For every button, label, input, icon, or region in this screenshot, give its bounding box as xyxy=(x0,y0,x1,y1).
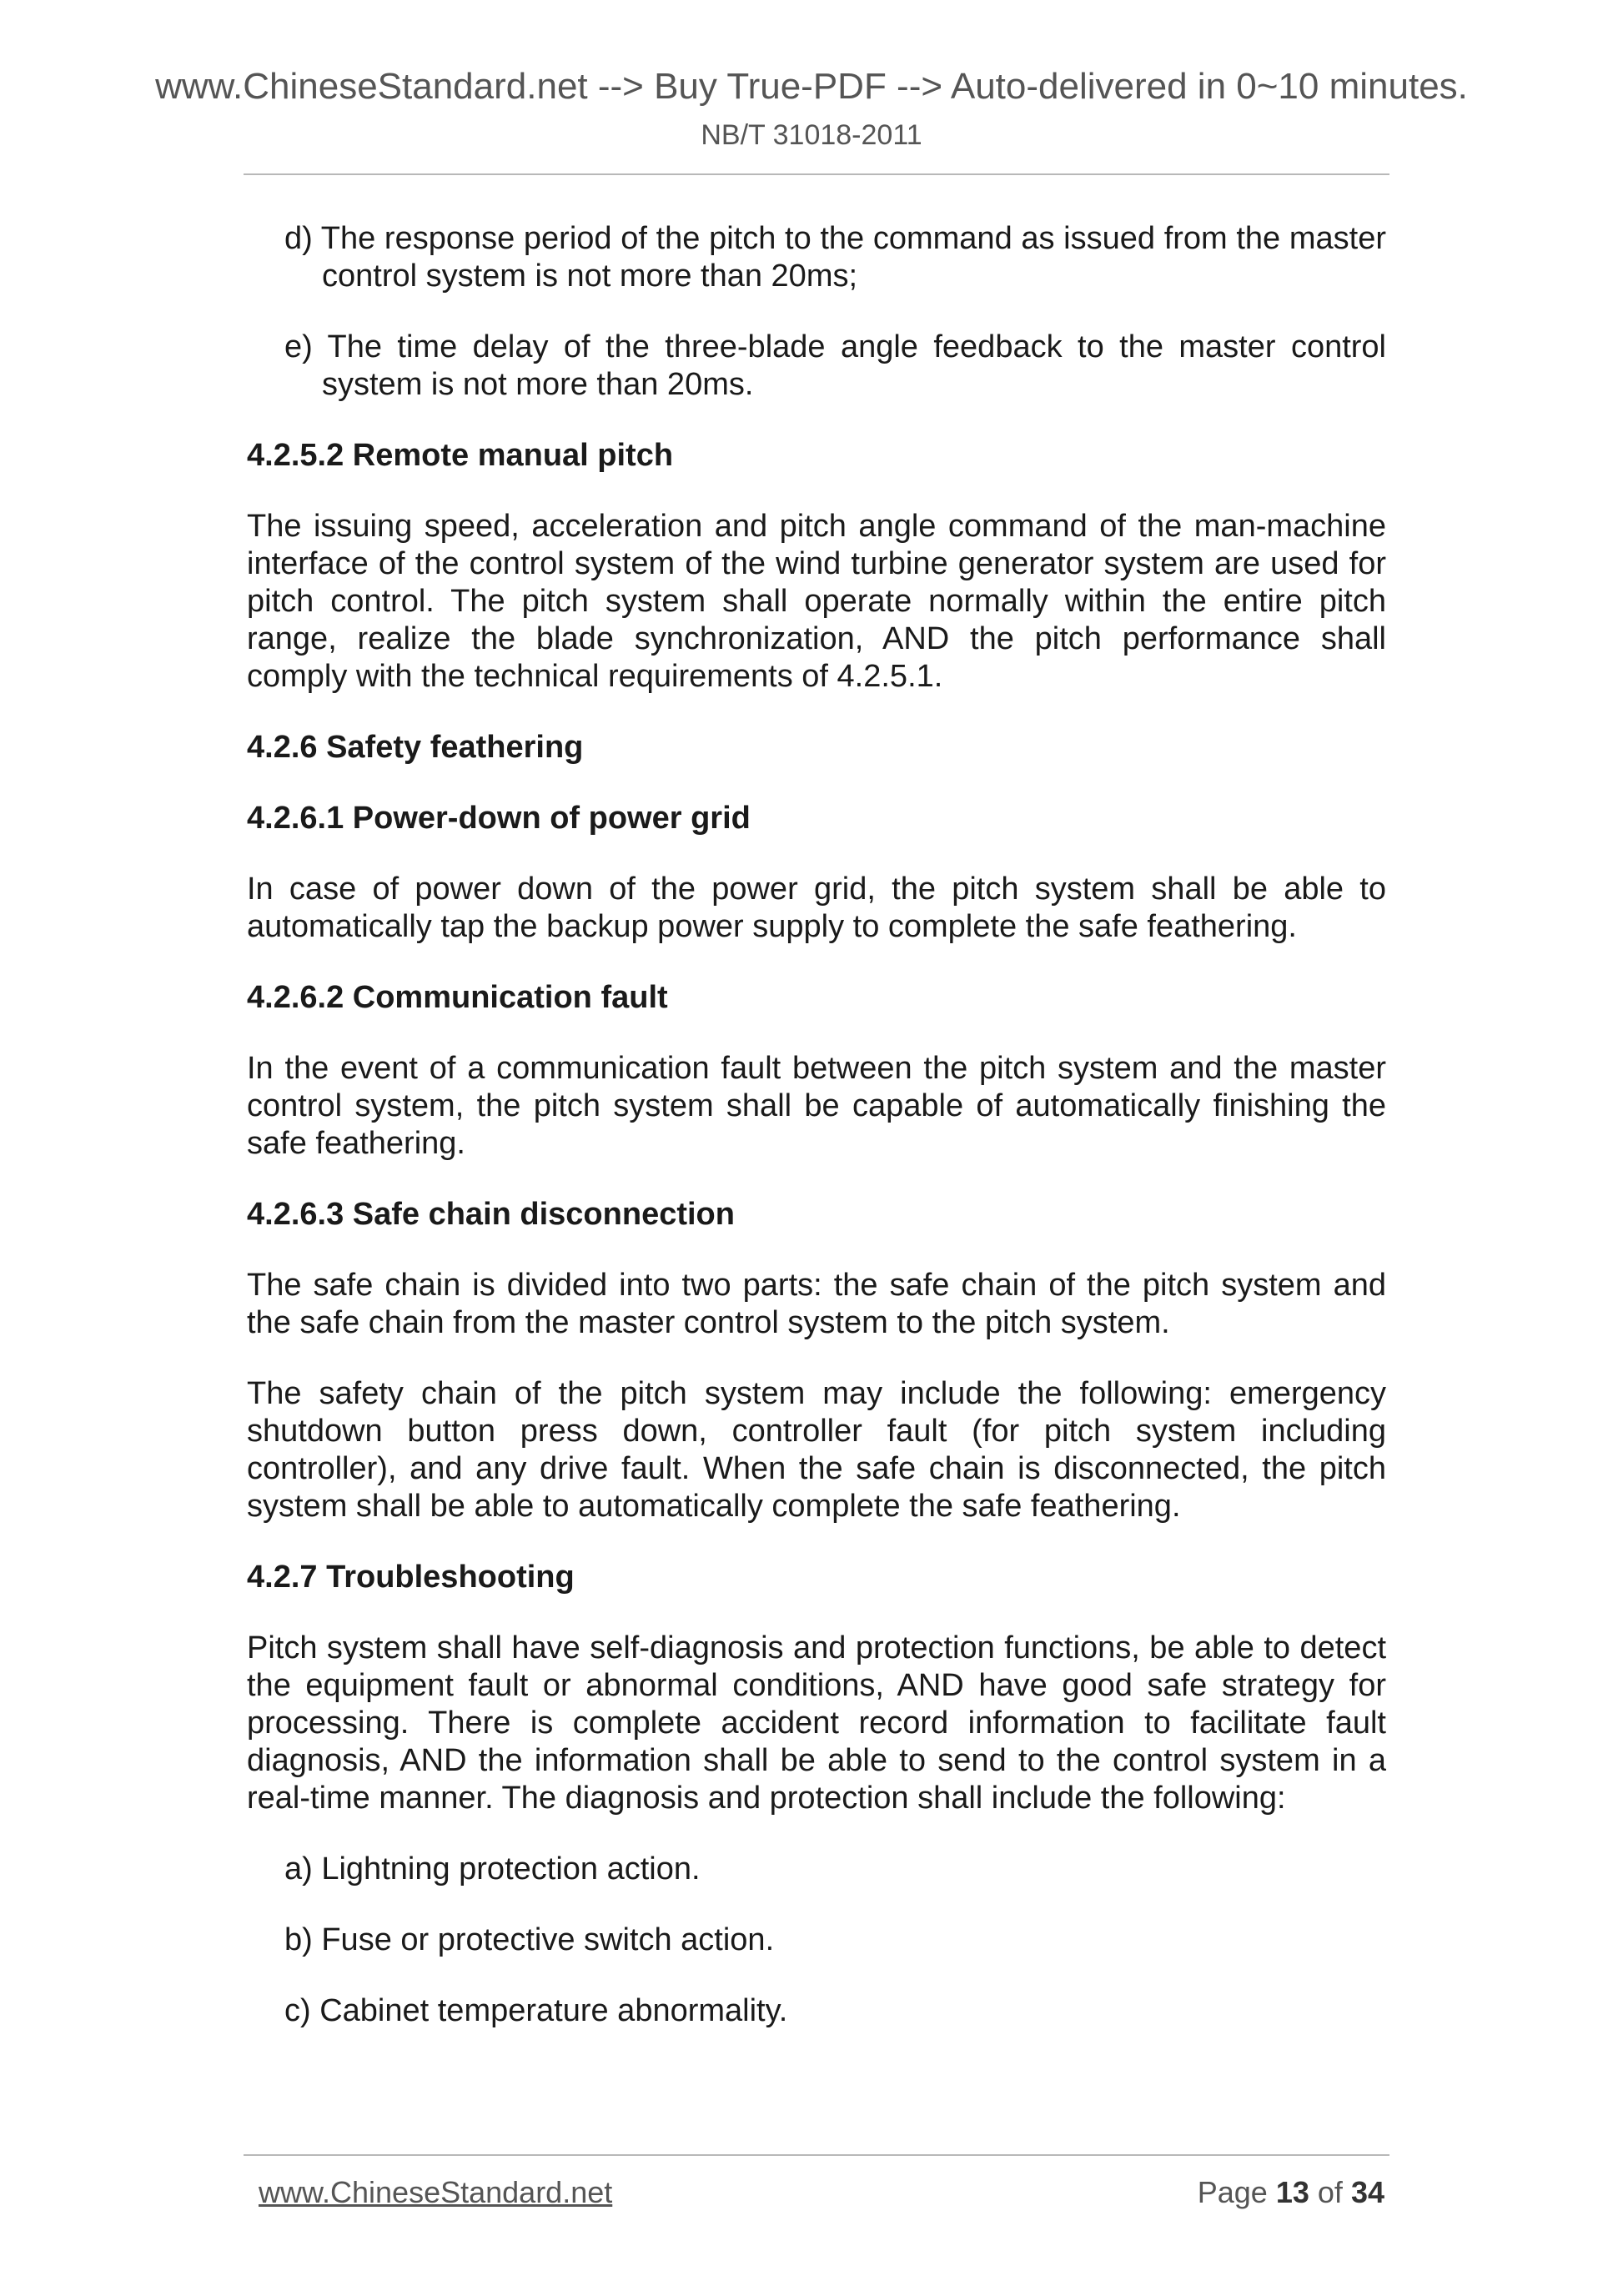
paragraph-4-2-5-2: The issuing speed, acceleration and pitch angle command of the man-machine interface of the control system of the wind turbine generator system are used for pitch control. The pitch system shall operate normally within the entire pitch range, realize the blade synchronization, AND the pitch performance shall comply with the technical requirements of 4.2.5.1. xyxy=(247,509,1386,694)
page-current: 13 xyxy=(1275,2175,1309,2209)
paragraph-4-2-6-3-b: The safety chain of the pitch system may include the following: emergency shutdown button press down, controller fault (for pitch system including controller), and any drive fault. When the safe chain is disconnected, the pitch system shall be able to automatically complete the safe feathering. xyxy=(247,1376,1386,1524)
list-item-c: c) Cabinet temperature abnormality. xyxy=(284,1993,788,2028)
list-item-d: d) The response period of the pitch to the command as issued from the master control system is not more than 20ms; xyxy=(284,221,1386,294)
heading-4-2-5-2: 4.2.5.2 Remote manual pitch xyxy=(247,438,674,473)
page-word: Page xyxy=(1197,2175,1268,2209)
page-total: 34 xyxy=(1350,2175,1384,2209)
footer-divider xyxy=(244,2154,1389,2156)
page-content xyxy=(247,220,1386,2063)
paragraph-4-2-7: Pitch system shall have self-diagnosis and protection functions, be able to detect the equipment fault or abnormal conditions, AND have good safe strategy for processing. There is complete accident record information to facilitate fault diagnosis, AND the information shall be able to send to the control system in a real-time manner. The diagnosis and protection shall include the following: xyxy=(247,1630,1386,1816)
list-item-b: b) Fuse or protective switch action. xyxy=(284,1922,775,1957)
standard-code: NB/T 31018-2011 xyxy=(701,119,922,151)
header-divider xyxy=(244,173,1389,175)
list-item-a: a) Lightning protection action. xyxy=(284,1851,701,1887)
list-item-e: e) The time delay of the three-blade angle feedback to the master control system is not more than 20ms. xyxy=(284,329,1386,402)
top-banner: www.ChineseStandard.net --> Buy True-PDF --> Auto-delivered in 0~10 minutes. xyxy=(155,66,1468,107)
heading-4-2-6-1: 4.2.6.1 Power-down of power grid xyxy=(247,801,751,836)
paragraph-4-2-6-1: In case of power down of the power grid, the pitch system shall be able to automatically tap the backup power supply to complete the safe feathering. xyxy=(247,872,1386,944)
footer-website-link[interactable]: www.ChineseStandard.net xyxy=(259,2175,613,2209)
heading-4-2-6-3: 4.2.6.3 Safe chain disconnection xyxy=(247,1197,735,1232)
heading-4-2-6-2: 4.2.6.2 Communication fault xyxy=(247,980,668,1015)
heading-4-2-6: 4.2.6 Safety feathering xyxy=(247,730,584,765)
paragraph-4-2-6-3-a: The safe chain is divided into two parts: the safe chain of the pitch system and the safe chain from the master control system to the pitch system. xyxy=(247,1268,1386,1340)
paragraph-4-2-6-2: In the event of a communication fault between the pitch system and the master control system, the pitch system shall be capable of automatically finishing the safe feathering. xyxy=(247,1051,1386,1161)
page-number xyxy=(1198,2173,1384,2212)
heading-4-2-7: 4.2.7 Troubleshooting xyxy=(247,1560,575,1595)
page-of: of xyxy=(1317,2175,1343,2209)
